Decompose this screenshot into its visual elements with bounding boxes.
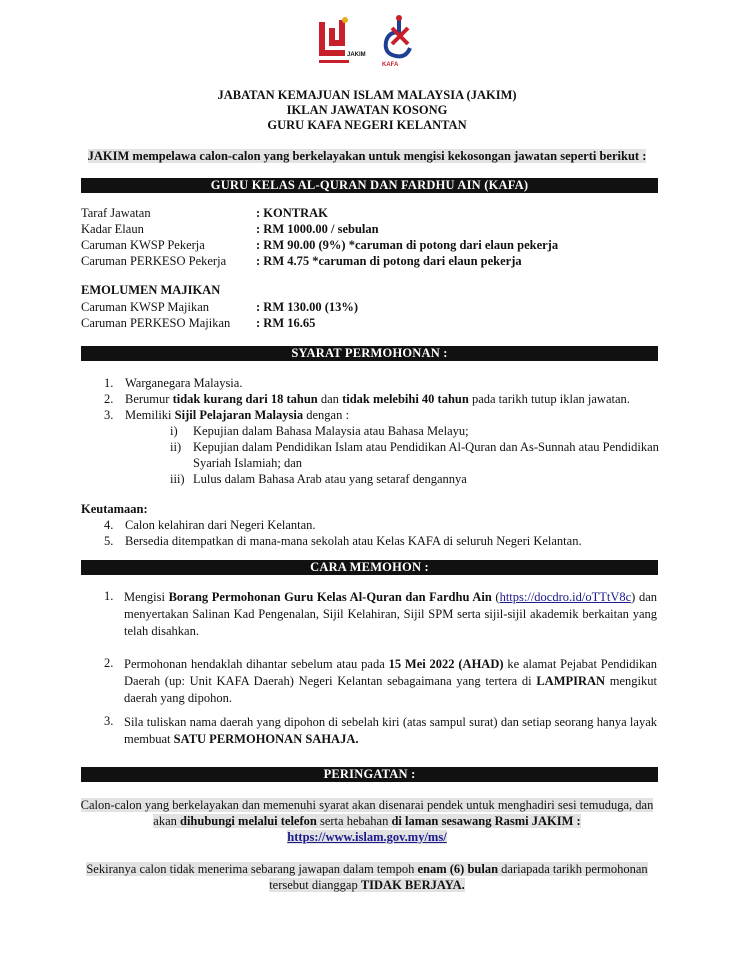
text-run-bold: 15 Mei 2022 (AHAD) xyxy=(388,657,504,671)
text-run: Calon-calon yang berkelayakan dan memenuhi syarat akan disenarai pendek untuk menghadiri sesi temuduga, dan xyxy=(80,798,654,812)
text-run: Mengisi xyxy=(124,590,169,604)
peringatan-line-4 xyxy=(0,878,734,893)
list-number: 1. xyxy=(104,376,114,390)
text-run: Sila tuliskan nama daerah yang dipohon di sebelah kiri (atas sampul surat) dan setiap seorang hanya layak membuat xyxy=(124,715,657,746)
jakim-logo xyxy=(315,14,369,68)
sub-item-continued: Syariah Islamiah; dan xyxy=(193,456,302,470)
text-run: Permohonan hendaklah dihantar sebelum atau pada xyxy=(124,657,389,671)
section-peringatan-bar: PERINGATAN : xyxy=(81,767,658,782)
text-run: mengikut daerah yang dipohon. xyxy=(124,674,658,705)
detail-label: Caruman PERKESO Pekerja xyxy=(81,254,227,268)
detail-label: Caruman KWSP Majikan xyxy=(81,300,209,314)
section-syarat-bar: SYARAT PERMOHONAN : xyxy=(81,346,658,361)
syarat-item-5: Bersedia ditempatkan di mana-mana sekolah atau Kelas KAFA di seluruh Negeri Kelantan. xyxy=(125,534,582,548)
section-cara-bar: CARA MEMOHON : xyxy=(81,560,658,575)
text-run: Memiliki xyxy=(125,408,175,422)
syarat-item-3 xyxy=(125,408,349,423)
text-run: serta hebahan xyxy=(316,814,392,828)
text-run-bold: di laman sesawang Rasmi JAKIM : xyxy=(391,814,581,828)
detail-label: Caruman PERKESO Majikan xyxy=(81,316,231,330)
detail-value: : RM 16.65 xyxy=(256,316,316,330)
list-number: 5. xyxy=(104,534,114,548)
detail-value: : RM 130.00 (13%) xyxy=(256,300,359,314)
text-run: dan xyxy=(317,392,343,406)
detail-label: Taraf Jawatan xyxy=(81,206,151,220)
keutamaan-title: Keutamaan: xyxy=(81,502,148,516)
cara-item-1 xyxy=(124,589,657,640)
text-run: ) dan menyertakan Salinan Kad Pengenalan, Sijil Kelahiran, Sijil SPM serta sijil-sijil akademik berkaitan yang telah disahkan. xyxy=(124,590,657,638)
header-post: GURU KAFA NEGERI KELANTAN xyxy=(267,118,467,132)
text-run-bold: Sijil Pelajaran Malaysia xyxy=(174,408,304,422)
text-run-bold: enam (6) bulan xyxy=(417,862,499,876)
sub-item: Kepujian dalam Pendidikan Islam atau Pendidikan Al-Quran dan As-Sunnah atau Pendidikan xyxy=(193,440,659,454)
jakim-emblem-icon xyxy=(315,14,369,68)
text-run-bold: dihubungi melalui telefon xyxy=(180,814,317,828)
text-run-bold: LAMPIRAN xyxy=(536,674,606,688)
text-run: dariapada tarikh permohonan xyxy=(498,862,648,876)
list-number: 2. xyxy=(104,392,114,406)
text-run-bold: Borang Permohonan Guru Kelas Al-Quran dan Fardhu Ain xyxy=(168,590,492,604)
section-guru-kafa-bar: GURU KELAS AL-QURAN DAN FARDHU AIN (KAFA) xyxy=(81,178,658,193)
list-number: 3. xyxy=(104,714,114,728)
syarat-item-4: Calon kelahiran dari Negeri Kelantan. xyxy=(125,518,316,532)
sub-item: Lulus dalam Bahasa Arab atau yang setaraf dengannya xyxy=(193,472,467,486)
text-run: Berumur xyxy=(125,392,173,406)
text-run: tersebut dianggap xyxy=(269,878,361,892)
header-iklan: IKLAN JAWATAN KOSONG xyxy=(286,103,448,117)
sub-number: ii) xyxy=(170,440,182,454)
text-run: ( xyxy=(491,590,500,604)
sub-number: iii) xyxy=(170,472,185,486)
cara-item-3 xyxy=(124,714,657,748)
detail-value: : RM 4.75 *caruman di potong dari elaun pekerja xyxy=(256,254,522,268)
invitation-text xyxy=(0,149,734,164)
text-run-bold: tidak melebihi 40 tahun xyxy=(342,392,469,406)
text-run: akan xyxy=(153,814,180,828)
detail-value: : RM 1000.00 / sebulan xyxy=(256,222,379,236)
list-number: 1. xyxy=(104,589,114,603)
syarat-item-2 xyxy=(125,392,630,407)
peringatan-line-3 xyxy=(0,862,734,877)
text-run: dengan : xyxy=(303,408,349,422)
emolumen-title: EMOLUMEN MAJIKAN xyxy=(81,283,221,297)
kafa-emblem-icon xyxy=(378,14,420,62)
invitation-highlight: JAKIM mempelawa calon-calon yang berkelayakan untuk mengisi kekosongan jawatan seperti berikut : xyxy=(87,149,647,163)
sub-item: Kepujian dalam Bahasa Malaysia atau Bahasa Melayu; xyxy=(193,424,469,438)
text-run: ke alamat Pejabat Pendidikan Daerah (up: Unit KAFA Daerah) Negeri Kelantan sebagaimana yang tertera di xyxy=(124,657,658,688)
peringatan-link-line xyxy=(0,830,734,845)
list-number: 4. xyxy=(104,518,114,532)
sub-number: i) xyxy=(170,424,178,438)
borang-link[interactable]: https://docdro.id/oTTtV8c xyxy=(499,590,632,604)
text-run: Sekiranya calon tidak menerima sebarang jawapan dalam tempoh xyxy=(86,862,418,876)
syarat-item-1: Warganegara Malaysia. xyxy=(125,376,243,390)
text-run-bold: tidak kurang dari 18 tahun xyxy=(172,392,318,406)
detail-label: Caruman KWSP Pekerja xyxy=(81,238,205,252)
detail-label: Kadar Elaun xyxy=(81,222,144,236)
text-run-bold: TIDAK BERJAYA. xyxy=(360,878,465,892)
list-number: 2. xyxy=(104,656,114,670)
cara-item-2 xyxy=(124,656,657,707)
text-run: pada tarikh tutup iklan jawatan. xyxy=(468,392,630,406)
jakim-website-link[interactable]: https://www.islam.gov.my/ms/ xyxy=(287,830,447,844)
peringatan-line-1 xyxy=(0,798,734,813)
detail-value: : RM 90.00 (9%) *caruman di potong dari elaun pekerja xyxy=(256,238,559,252)
kafa-logo xyxy=(378,14,420,70)
text-run-bold: SATU PERMOHONAN SAHAJA. xyxy=(173,732,359,746)
jakim-logo-text: JAKIM xyxy=(347,52,366,58)
header-org: JABATAN KEMAJUAN ISLAM MALAYSIA (JAKIM) xyxy=(217,88,517,102)
detail-value: : KONTRAK xyxy=(256,206,328,220)
kafa-logo-text: KAFA xyxy=(382,62,399,68)
peringatan-line-2 xyxy=(0,814,734,829)
list-number: 3. xyxy=(104,408,114,422)
